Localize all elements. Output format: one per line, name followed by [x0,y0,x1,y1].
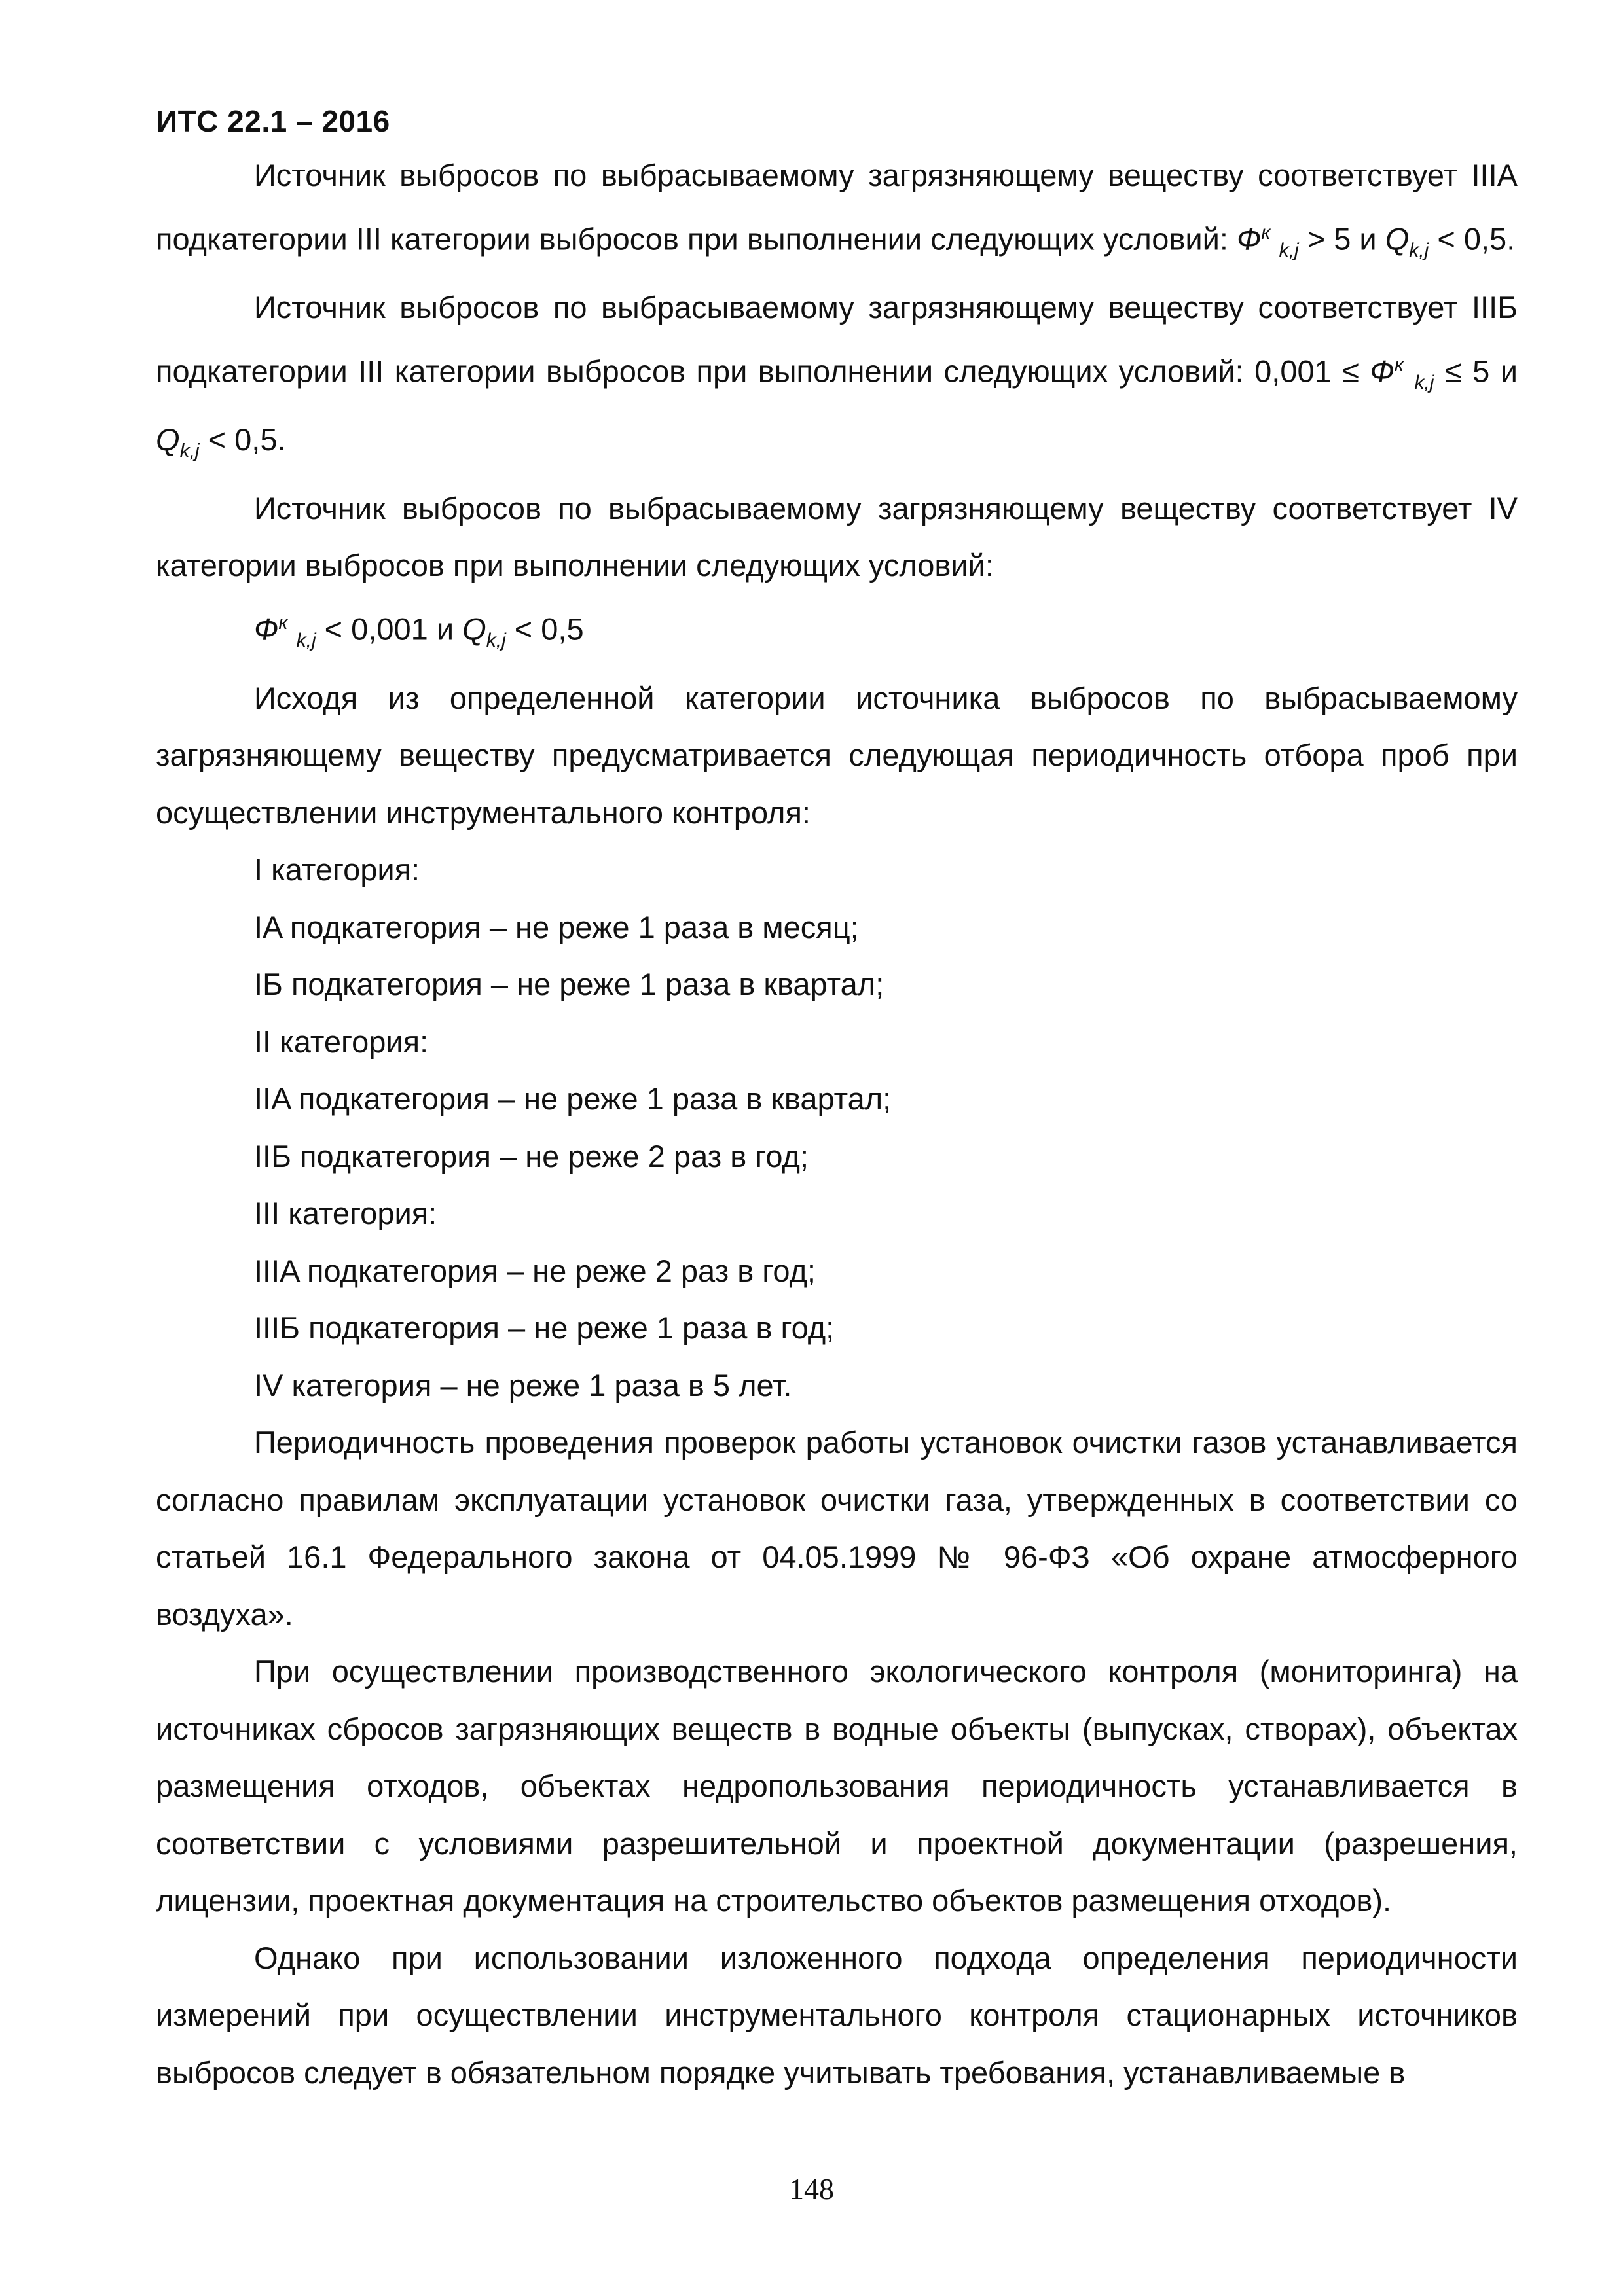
paragraph-gas-cleaning-checks: Периодичность проведения проверок работы установок очистки газов устанавливается согласно правилам эксплуатации установок очистки газа, утвержденных в соответствии со статьей 16.1 Федерального закона от 04.05.1999 № 96-ФЗ «Об охране атмосферного воздуха». [156,1425,1518,1632]
paragraph-category-3a: Источник выбросов по выбрасываемому загрязняющему веществу соответствует IIIA подкатегории III категории выбросов при выполнении следующих условий: $Ф^к$ $_{k,j}$ > 5 и $Q_{k,j} < 0,5$. [156,158,1518,261]
list-item: IБ подкатегория – не реже 1 раза в квартал; [254,967,884,1002]
formula-category-4: $Ф^к$ $_{k,j}$ < 0,001 и $Q_{k,j} < 0,5$ [254,611,584,652]
paragraph-requirements: Однако при использовании изложенного подхода определения периодичности измерений при осуществлении инструментального контроля стационарных источников выбросов следует в обязательном порядке учитывать требования, устанавливаемые в [156,1940,1518,2090]
list-item: IIIБ подкатегория – не реже 1 раза в год; [254,1310,835,1346]
list-item: IA подкатегория – не реже 1 раза в месяц; [254,909,859,944]
paragraph-category-4: Источник выбросов по выбрасываемому загрязняющему веществу соответствует IV категории выбросов при выполнении следующих условий: [156,490,1518,583]
list-item: IIA подкатегория – не реже 1 раза в квартал; [254,1081,892,1117]
paragraph-discharge-monitoring: При осуществлении производственного экологического контроля (мониторинга) на источниках сбросов загрязняющих веществ в водные объекты (выпусках, створах), объектах размещения отходов, объектах недропользования периодичность устанавливается в соответствии с условиями разрешительной и проектной документации (разрешения, лицензии, проектная документация на строительство объектов размещения отходов). [156,1654,1518,1918]
paragraph-sampling-frequency: Исходя из определенной категории источника выбросов по выбрасываемому загрязняющему веществу предусматривается следующая периодичность отбора проб при осуществлении инструментального контроля: [156,680,1518,830]
list-item: I категория: [254,852,420,888]
list-item: IV категория – не реже 1 раза в 5 лет. [254,1367,792,1403]
paragraph-category-3b: Источник выбросов по выбрасываемому загрязняющему веществу соответствует IIIБ подкатегории III категории выбросов при выполнении следующих условий: $0,001 \le Ф^к$ $_{k,j}$ ≤ 5 и $Q_{k,j} < 0,5$. [156,290,1518,462]
frequency-list [156,841,1518,1414]
list-item: II категория: [254,1024,429,1059]
document-code-header: ИТС 22.1 – 2016 [156,104,390,138]
list-item: III категория: [254,1196,437,1231]
list-item: IIБ подкатегория – не реже 2 раз в год; [254,1138,809,1174]
page-number: 148 [789,2172,834,2206]
list-item: IIIA подкатегория – не реже 2 раз в год; [254,1253,816,1288]
document-body [156,147,1518,2101]
